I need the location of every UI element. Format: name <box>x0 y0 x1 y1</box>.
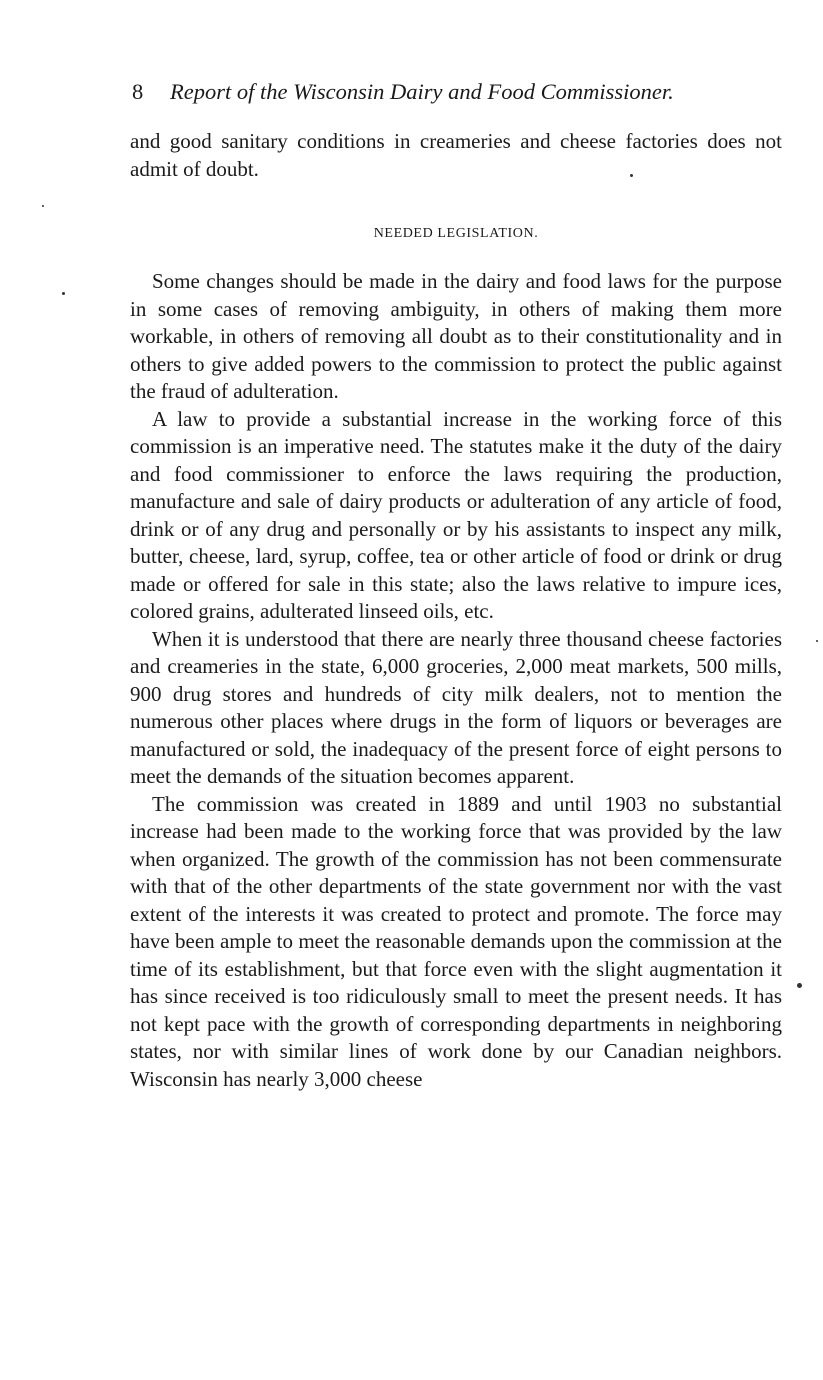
running-header <box>132 78 772 106</box>
section-heading: NEEDED LEGISLATION. <box>373 226 539 241</box>
scan-speck <box>62 292 65 295</box>
paragraph: When it is understood that there are nearly three thousand cheese factories and creameries in the state, 6,000 groceries, 2,000 meat markets, 500 mills, 900 drug stores and hundreds of city milk dealers, not to mention the numerous other places where drugs in the form of liquors or beverages are manufactured or sold, the inadequacy of the present force of eight persons to meet the demands of the situation becomes apparent. <box>130 626 782 788</box>
page-number: 8 <box>132 79 144 104</box>
scan-speck <box>816 640 818 642</box>
section-body <box>130 268 782 1093</box>
scan-speck <box>42 205 44 207</box>
paragraph: The commission was created in 1889 and until 1903 no substantial increase had been made to the working force that was provided by the law when organized. The growth of the commission has not been commensurate with that of the other departments of the state government nor with the vast extent of the interests it was created to protect and promote. The force may have been ample to meet the reasonable demands upon the commission at the time of its establishment, but that force even with the slight augmentation it has since received is too ridiculously small to meet the present needs. It has not kept pace with the growth of corresponding departments in neighboring states, nor with similar lines of work done by our Canadian neighbors. Wisconsin has nearly 3,000 cheese <box>130 791 782 1091</box>
paragraph: A law to provide a substantial increase in the working force of this commission is an imperative need. The statutes make it the duty of the dairy and food commissioner to enforce the laws requiring the production, manufacture and sale of dairy products or adulteration of any article of food, drink or of any drug and personally or by his assistants to inspect any milk, butter, cheese, lard, syrup, coffee, tea or other article of food or drink or drug made or offered for sale in this state; also the laws relative to impure ices, colored grains, adulterated linseed oils, etc. <box>130 406 782 623</box>
running-title: Report of the Wisconsin Dairy and Food Commissioner. <box>170 79 674 104</box>
carryover-paragraph: and good sanitary conditions in creameries and cheese factories does not admit of doubt. <box>130 129 782 181</box>
paragraph: Some changes should be made in the dairy and food laws for the purpose in some cases of removing ambiguity, in others of making them more workable, in others of removing all doubt as to their constitutionality and in others to give added powers to the commission to protect the public against the fraud of adulteration. <box>130 269 782 403</box>
scan-speck <box>797 983 802 988</box>
scan-speck <box>630 174 633 177</box>
